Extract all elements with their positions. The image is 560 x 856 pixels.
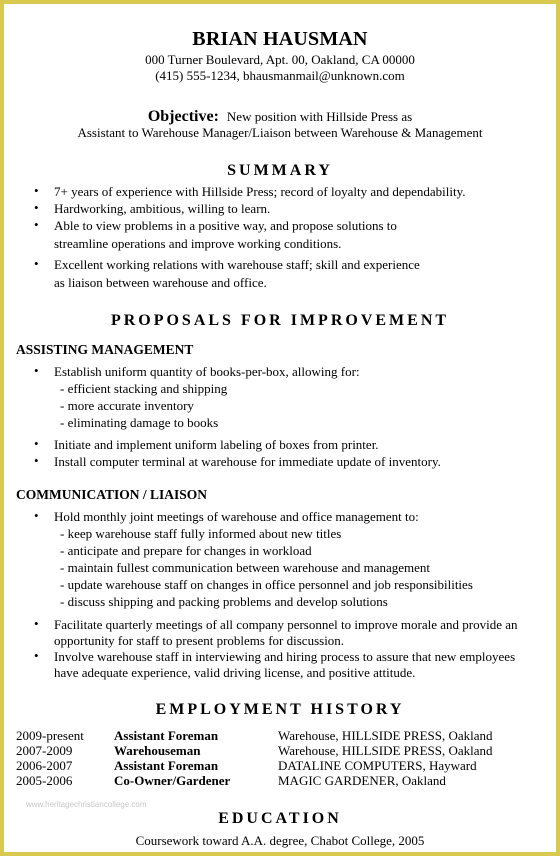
proposal-bullet-continuation: opportunity for staff to present problems for discussion.	[54, 633, 345, 648]
proposal-bullet	[34, 508, 419, 525]
employment-dates: 2007-2009	[16, 743, 73, 758]
objective-text-2: Assistant to Warehouse Manager/Liaison between Warehouse & Management	[77, 125, 483, 140]
employment-employer: Warehouse, HILLSIDE PRESS, Oakland	[278, 728, 493, 743]
proposal-sub-item: - eliminating damage to books	[60, 415, 219, 430]
summary-bullet-text: 7+ years of experience with Hillside Press; record of loyalty and dependability.	[54, 184, 466, 199]
proposal-bullet	[34, 616, 518, 633]
proposal-bullet	[34, 453, 441, 470]
summary-bullet-text: Able to view problems in a positive way, and propose solutions to	[54, 218, 397, 233]
bullet-icon: •	[34, 508, 39, 523]
employment-role: Assistant Foreman	[114, 728, 219, 743]
employment-role: Assistant Foreman	[114, 758, 219, 773]
proposal-bullet-text: Hold monthly joint meetings of warehouse and office management to:	[54, 509, 419, 524]
section-title-summary: SUMMARY	[227, 162, 333, 179]
summary-bullet	[34, 217, 397, 234]
summary-bullet	[34, 183, 466, 200]
bullet-icon: •	[34, 200, 39, 215]
bullet-icon: •	[34, 217, 39, 232]
contact-phone-email: (415) 555-1234, bhausmanmail@unknown.com	[155, 68, 405, 83]
employment-dates: 2006-2007	[16, 758, 73, 773]
proposal-bullet-text: Facilitate quarterly meetings of all company personnel to improve morale and provide an	[54, 617, 518, 632]
proposal-bullet	[34, 436, 379, 453]
bullet-icon: •	[34, 648, 39, 663]
employment-role: Warehouseman	[114, 743, 201, 758]
section-title-proposals: PROPOSALS FOR IMPROVEMENT	[110, 312, 450, 329]
proposal-bullet	[34, 363, 360, 380]
objective-label: Objective:	[147, 108, 219, 125]
summary-bullet	[34, 256, 420, 273]
proposal-bullet-text: Involve warehouse staff in interviewing and hiring process to assure that new employees	[54, 649, 516, 664]
subheading-assisting-management: ASSISTING MANAGEMENT	[16, 342, 194, 357]
summary-bullet-text: Hardworking, ambitious, willing to learn.	[54, 201, 271, 216]
bullet-icon: •	[34, 453, 39, 468]
proposal-bullet-text: Install computer terminal at warehouse for immediate update of inventory.	[54, 454, 441, 469]
bullet-icon: •	[34, 256, 39, 271]
proposal-sub-item: - discuss shipping and packing problems and develop solutions	[60, 594, 388, 609]
contact-address: 000 Turner Boulevard, Apt. 00, Oakland, CA 00000	[145, 52, 415, 67]
proposal-bullet	[34, 648, 516, 665]
proposal-sub-item: - anticipate and prepare for changes in workload	[60, 543, 312, 558]
section-title-employment: EMPLOYMENT HISTORY	[155, 701, 405, 718]
proposal-bullet-continuation: have adequate experience, valid driving license, and positive attitude.	[54, 665, 416, 680]
summary-bullet	[34, 200, 271, 217]
summary-bullet-text: Excellent working relations with warehouse staff; skill and experience	[54, 257, 420, 272]
section-title-education: EDUCATION	[218, 810, 342, 827]
employment-role: Co-Owner/Gardener	[114, 773, 231, 788]
proposal-bullet-text: Initiate and implement uniform labeling of boxes from printer.	[54, 437, 379, 452]
bullet-icon: •	[34, 436, 39, 451]
objective-text-1: New position with Hillside Press as	[226, 109, 413, 124]
proposal-sub-item: - more accurate inventory	[60, 398, 194, 413]
employment-employer: MAGIC GARDENER, Oakland	[278, 773, 446, 788]
bullet-icon: •	[34, 183, 39, 198]
proposal-sub-item: - update warehouse staff on changes in office personnel and job responsibilities	[60, 577, 473, 592]
summary-bullet-continuation: streamline operations and improve working conditions.	[54, 236, 342, 251]
bullet-icon: •	[34, 616, 39, 631]
proposal-sub-item: - keep warehouse staff fully informed about new titles	[60, 526, 342, 541]
watermark-text: www.heritagechristiancollege.com	[26, 800, 147, 809]
bullet-icon: •	[34, 363, 39, 378]
objective-line	[4, 108, 556, 126]
resume-name: BRIAN HAUSMAN	[192, 28, 368, 50]
employment-employer: DATALINE COMPUTERS, Hayward	[278, 758, 477, 773]
employment-dates: 2009-present	[16, 728, 84, 743]
subheading-communication-liaison: COMMUNICATION / LIAISON	[16, 487, 208, 502]
proposal-sub-item: - efficient stacking and shipping	[60, 381, 228, 396]
resume-page	[4, 4, 556, 852]
summary-bullet-continuation: as liaison between warehouse and office.	[54, 275, 267, 290]
employment-dates: 2005-2006	[16, 773, 73, 788]
education-line: Coursework toward A.A. degree, Chabot College, 2005	[135, 833, 425, 848]
proposal-sub-item: - maintain fullest communication between warehouse and management	[60, 560, 431, 575]
proposal-bullet-text: Establish uniform quantity of books-per-box, allowing for:	[54, 364, 360, 379]
employment-employer: Warehouse, HILLSIDE PRESS, Oakland	[278, 743, 493, 758]
